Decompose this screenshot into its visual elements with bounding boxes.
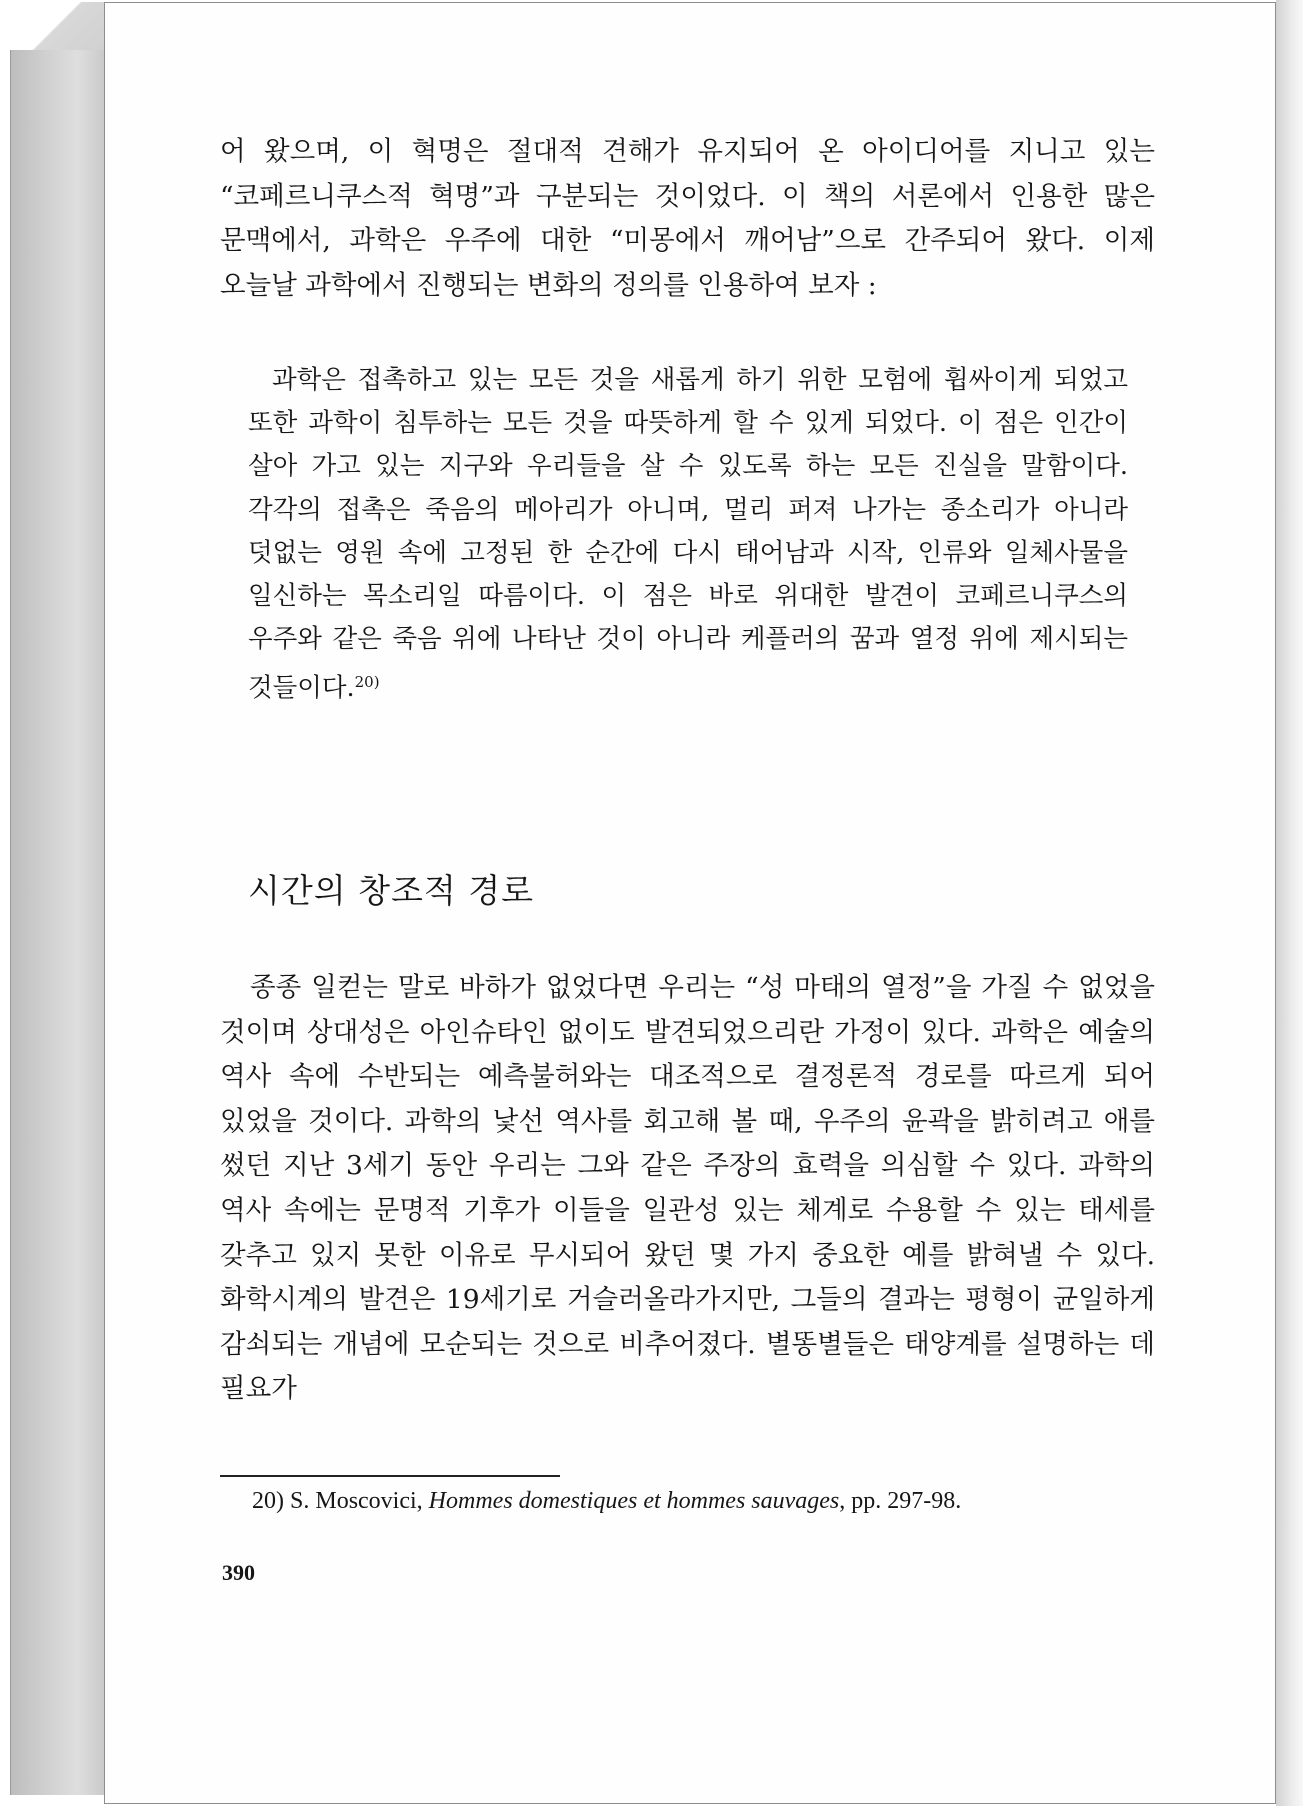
- block-quote: [248, 359, 1128, 711]
- book-spine: [10, 50, 106, 1795]
- footnote-title: Hommes domestiques et hommes sauvages: [428, 1488, 840, 1514]
- body-paragraph-1: 어 왔으며, 이 혁명은 절대적 견해가 유지되어 온 아이디어를 지니고 있는 “코페르니쿠스적 혁명”과 구분되는 것이었다. 이 책의 서론에서 인용한 많은 문맥에서, 과학은 우주에 대한 “미몽에서 깨어남”으로 간주되어 왔다. 이제 오늘날 과학에서 진행되는 변화의 정의를 인용하여 보자 :: [220, 136, 1155, 301]
- footnote: [252, 1484, 961, 1518]
- footnote-pages: , pp. 297-98.: [839, 1488, 962, 1514]
- body-paragraph-2: 종종 일컫는 말로 바하가 없었다면 우리는 “성 마태의 열정”을 가질 수 없었을 것이며 상대성은 아인슈타인 없이도 발견되었으리란 가정이 있다. 과학은 예술의 역사 속에 수반되는 예측불허와는 대조적으로 결정론적 경로를 따르게 되어 있었을 것이다. 과학의 낯선 역사를 회고해 볼 때, 우주의 윤곽을 밝히려고 애를 썼던 지난 3세기 동안 우리는 그와 같은 주장의 효력을 의심할 수 있다. 과학의 역사 속에는 문명적 기후가 이들을 일관성 있는 체계로 수용할 수 있는 태세를 갖추고 있지 못한 이유로 무시되어 왔던 몇 가지 중요한 예를 밝혀낼 수 있다. 화학시계의 발견은 19세기로 거슬러올라가지만, 그들의 결과는 평형이 균일하게 감쇠되는 개념에 모순되는 것으로 비추어졌다. 별똥별들은 태양계를 설명하는 데 필요가: [220, 972, 1155, 1405]
- section-heading: 시간의 창조적 경로: [248, 871, 535, 910]
- footnote-divider: [220, 1475, 560, 1477]
- page-number: 390: [222, 1560, 255, 1585]
- footnote-author: S. Moscovici,: [290, 1488, 423, 1514]
- page-edge-shadow: [1276, 0, 1303, 1806]
- footnote-number: 20): [252, 1488, 284, 1514]
- book-spine-top: [10, 2, 105, 52]
- block-quote-text: 과학은 접촉하고 있는 모든 것을 새롭게 하기 위한 모험에 휩싸이게 되었고 또한 과학이 침투하는 모든 것을 따뜻하게 할 수 있게 되었다. 이 점은 인간이 살아 가고 있는 지구와 우리들을 살 수 있도록 하는 모든 진실을 말함이다. 각각의 접촉은 죽음의 메아리가 아니며, 멀리 퍼져 나가는 종소리가 아니라 덧없는 영원 속에 고정된 한 순간에 다시 태어남과 시작, 인류와 일체사물을 일신하는 목소리일 따름이다. 이 점은 바로 위대한 발견이 코페르니쿠스의 우주와 같은 죽음 위에 나타난 것이 아니라 케플러의 꿈과 열정 위에 제시되는 것들이다.: [248, 365, 1128, 704]
- footnote-reference: 20): [354, 673, 380, 692]
